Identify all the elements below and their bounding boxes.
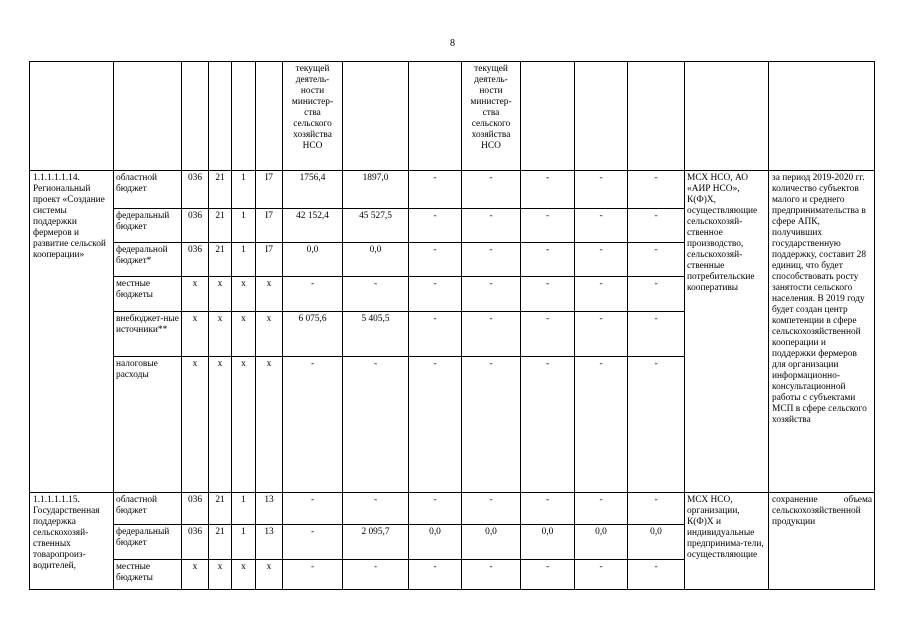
funding-source: федеральной бюджет*	[114, 243, 182, 277]
program-table	[29, 61, 875, 590]
executors: МСХ НСО, организации, К(Ф)Х и индивидуальные предпринима-тели, осуществляющие	[685, 493, 769, 590]
funding-source: федеральный бюджет	[114, 525, 182, 560]
funding-source: местные бюджеты	[114, 277, 182, 312]
funding-source: налоговые расходы	[114, 357, 182, 493]
table-row: 1.1.1.1.1.14. Региональный проект «Создание системы поддержки фермеров и развитие сельской кооперации» областной бюджет 036 21 1 I7 1756,4 1897,0 - - - - - МСХ НСО, АО «АИР НСО», К(Ф)Х, осуществляющие сельскохозяй-ственное производство, сельскохозяй-ственные потребительские кооперативы за период 2019-2020 гг. количество субъектов малого и среднего предпринимательства в сфере АПК, получивших государственную поддержку, составит 28 единиц, что будет способствовать росту занятости сельского населения. В 2019 году будет создан центр компетенции в сфере сельскохозяйственной кооперации и поддержки фермеров для организации информационно-консультационной работы с субъектами МСП в сфере сельского хозяйства	[30, 171, 875, 209]
table-row: федеральный бюджет 036 21 1 I7 42 152,4 45 527,5 - - - - -	[30, 209, 875, 243]
expected-results: за период 2019-2020 гг. количество субъектов малого и среднего предпринимательства в сфере АПК, получивших государственную поддержку, составит 28 единиц, что будет способствовать росту занятости сельского населения. В 2019 году будет создан центр компетенции в сфере сельскохозяйственной кооперации и поддержки фермеров для организации информационно-консультационной работы с субъектами МСП в сфере сельского хозяйства	[769, 171, 875, 493]
table-row: внебюджет-ные источники** х х х х 6 075,6 5 405,5 - - - - -	[30, 312, 875, 357]
page-number: 8	[450, 38, 455, 49]
expected-results: сохранение объема сельскохозяйственной продукции	[769, 493, 875, 590]
header-cell-2: текущей деятель-ности министер-ства сельского хозяйства НСО	[462, 62, 521, 171]
funding-source: местные бюджеты	[114, 560, 182, 590]
table-row: местные бюджеты х х х х - - - - - - -	[30, 277, 875, 312]
funding-source: федеральный бюджет	[114, 209, 182, 243]
header-row	[30, 62, 875, 171]
funding-source: областной бюджет	[114, 171, 182, 209]
table-row: федеральной бюджет* 036 21 1 I7 0,0 0,0 - - - - -	[30, 243, 875, 277]
funding-source: областной бюджет	[114, 493, 182, 525]
table-row: федеральный бюджет 036 21 1 13 - 2 095,7 0,0 0,0 0,0 0,0 0,0	[30, 525, 875, 560]
header-cell-1: текущей деятель-ности министер-ства сельского хозяйства НСО	[283, 62, 343, 171]
project-name: 1.1.1.1.1.15. Государственная поддержка сельскохозяй-ственных товаропроиз-водителей,	[30, 493, 114, 590]
funding-source: внебюджет-ные источники**	[114, 312, 182, 357]
table-row: налоговые расходы х х х х - - - - - - -	[30, 357, 875, 493]
table-row: местные бюджеты х х х х - - - - - - -	[30, 560, 875, 590]
project-name: 1.1.1.1.1.14. Региональный проект «Создание системы поддержки фермеров и развитие сельской кооперации»	[30, 171, 114, 493]
executors: МСХ НСО, АО «АИР НСО», К(Ф)Х, осуществляющие сельскохозяй-ственное производство, сельскохозяй-ственные потребительские кооперативы	[685, 171, 769, 493]
table-row: 1.1.1.1.1.15. Государственная поддержка сельскохозяй-ственных товаропроиз-водителей, областной бюджет 036 21 1 13 - - - - - - - МСХ НСО, организации, К(Ф)Х и индивидуальные предпринима-тели, осуществляющие сохранение объема сельскохозяйственной продукции	[30, 493, 875, 525]
